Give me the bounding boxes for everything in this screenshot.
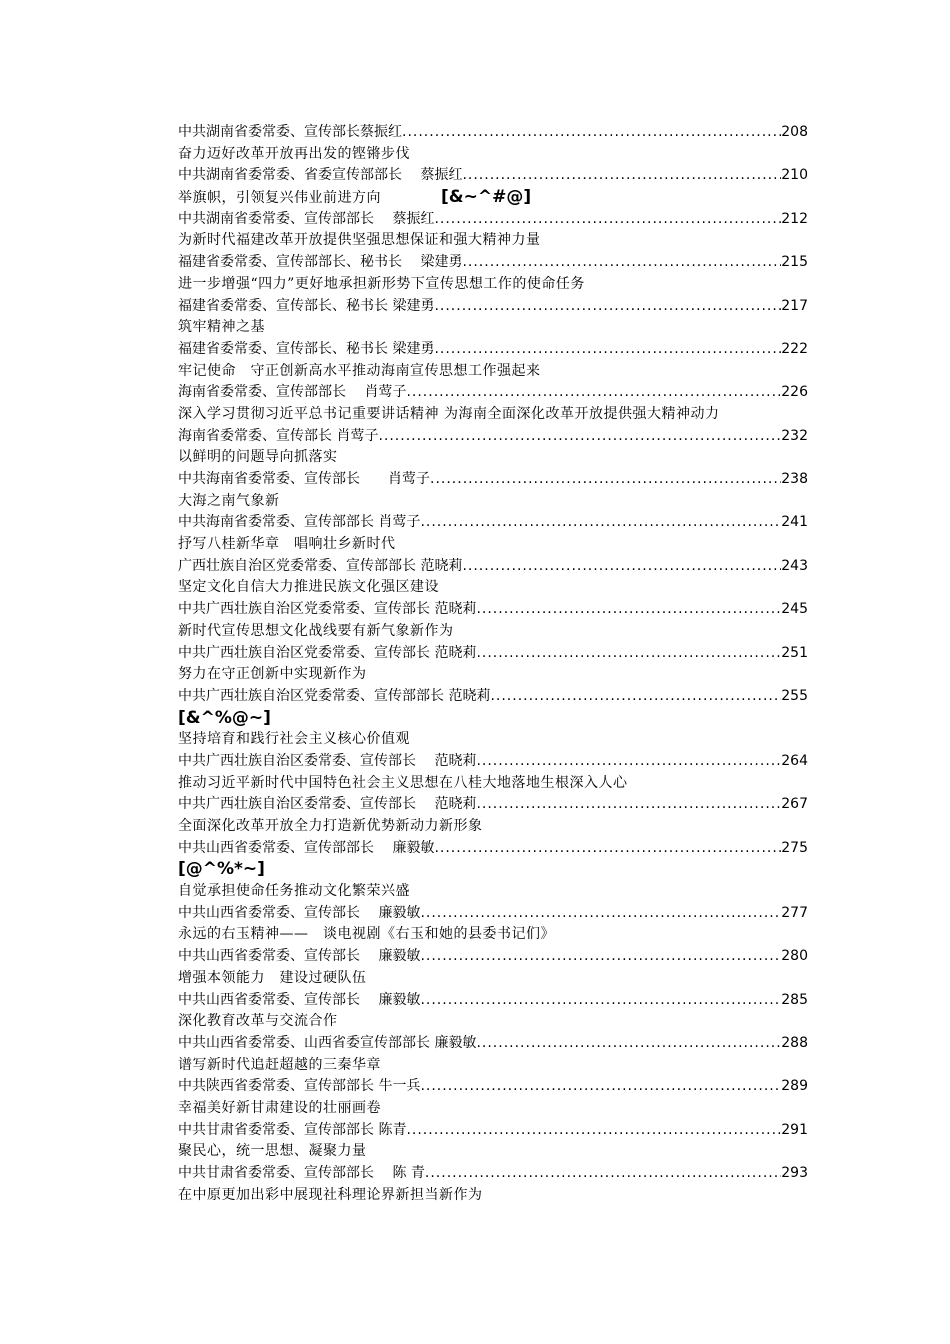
toc-article-title bbox=[178, 317, 808, 339]
dot-leader bbox=[476, 643, 781, 665]
toc-article-title-text: 永远的右玉精神—— 谈电视剧《右玉和她的县委书记们》 bbox=[178, 926, 555, 943]
toc-entry[interactable] bbox=[178, 382, 808, 404]
toc-entry[interactable] bbox=[178, 512, 808, 534]
toc-entry[interactable] bbox=[178, 469, 808, 491]
toc-article-title bbox=[178, 1055, 808, 1077]
toc-article-title-text: 全面深化改革开放全力打造新优势新动力新形象 bbox=[178, 818, 483, 834]
toc-article-title-text: 进一步增强“四力”更好地承担新形势下宣传思想工作的使命任务 bbox=[178, 275, 585, 292]
toc-article-title bbox=[178, 1141, 808, 1163]
toc-article-title-text: 为新时代福建改革开放提供坚强思想保证和强大精神力量 bbox=[178, 232, 541, 249]
toc-article-title-text: 坚定文化自信大力推进民族文化强区建设 bbox=[178, 579, 439, 596]
toc-entry[interactable] bbox=[178, 296, 808, 318]
toc-page-number: 285 bbox=[781, 991, 808, 1008]
toc-page-number: 217 bbox=[781, 297, 808, 314]
dot-leader bbox=[434, 838, 781, 860]
dot-leader bbox=[462, 556, 781, 578]
toc-entry-author: 福建省委常委、宣传部长、秘书长 梁建勇 bbox=[178, 297, 435, 314]
toc-entry-author: 中共广西壮族自治区党委常委、宣传部部长 范晓莉 bbox=[178, 687, 491, 704]
toc-entry[interactable] bbox=[178, 556, 808, 578]
toc-entry[interactable] bbox=[178, 946, 808, 968]
toc-page-number: 251 bbox=[781, 644, 808, 661]
toc-page-number: 277 bbox=[781, 904, 808, 921]
toc-page-number: 215 bbox=[781, 254, 808, 271]
toc-article-title bbox=[178, 621, 808, 643]
dot-leader bbox=[434, 339, 781, 361]
toc-entry-author: 海南省委常委、宣传部长 肖莺子 bbox=[178, 427, 379, 444]
toc-article-title-text: 坚持培育和践行社会主义核心价值观 bbox=[178, 731, 410, 748]
toc-page-number: 222 bbox=[781, 340, 808, 357]
toc-article-title bbox=[178, 773, 808, 795]
toc-entry-author: 中共山西省委常委、宣传部部长 廉毅敏 bbox=[178, 839, 435, 856]
dot-leader bbox=[406, 1120, 781, 1142]
toc-article-title-text: 幸福美好新甘肃建设的壮丽画卷 bbox=[178, 1099, 381, 1116]
toc-page-number: 289 bbox=[781, 1078, 808, 1095]
toc-entry-author: 中共山西省委常委、宣传部长 廉毅敏 bbox=[178, 948, 421, 965]
toc-entry-author: 中共广西壮族自治区委常委、宣传部长 范晓莉 bbox=[178, 796, 477, 813]
watermark-marker: [&~^#@] bbox=[441, 187, 532, 208]
toc-article-title bbox=[178, 274, 808, 296]
toc-article-title-text: 筑牢精神之基 bbox=[178, 319, 265, 336]
toc-entry-author: 中共陕西省委常委、宣传部部长 牛一兵 bbox=[178, 1078, 421, 1095]
toc-entry-author: 福建省委常委、宣传部长、秘书长 梁建勇 bbox=[178, 340, 435, 357]
toc-entry[interactable] bbox=[178, 1076, 808, 1098]
toc-article-title bbox=[178, 534, 808, 556]
toc-article-title-text: 抒写八桂新华章 唱响壮乡新时代 bbox=[178, 536, 396, 553]
toc-entry[interactable] bbox=[178, 1163, 808, 1185]
watermark-marker: [@^%*~] bbox=[178, 859, 265, 880]
dot-leader bbox=[476, 794, 781, 816]
toc-article-title-text: 增强本领能力 建设过硬队伍 bbox=[178, 969, 367, 986]
toc-article-title bbox=[178, 664, 808, 686]
toc-page-number: 241 bbox=[781, 514, 808, 531]
toc-article-title-text: 举旗帜，引领复兴伟业前进方向 bbox=[178, 190, 381, 207]
dot-leader bbox=[462, 252, 781, 274]
toc-article-title bbox=[178, 447, 808, 469]
toc-entry-author: 中共山西省委常委、山西省委宣传部部长 廉毅敏 bbox=[178, 1034, 477, 1051]
toc-entry-author: 中共广西壮族自治区党委常委、宣传部长 范晓莉 bbox=[178, 601, 477, 618]
toc-entry-author: 中共湖南省委常委、宣传部长蔡振红 bbox=[178, 124, 402, 140]
toc-article-title bbox=[178, 187, 808, 209]
toc-article-title-text: 努力在守正创新中实现新作为 bbox=[178, 666, 367, 683]
toc-entry-author: 中共广西壮族自治区委常委、宣传部长 范晓莉 bbox=[178, 752, 477, 769]
toc-article-title-text: 在中原更加出彩中展现社科理论界新担当新作为 bbox=[178, 1186, 483, 1203]
table-of-contents bbox=[178, 122, 808, 1206]
toc-article-title bbox=[178, 491, 808, 513]
toc-page-number: 210 bbox=[781, 167, 808, 184]
dot-leader bbox=[420, 903, 781, 925]
toc-article-title bbox=[178, 144, 808, 166]
dot-leader bbox=[434, 296, 781, 318]
toc-entry[interactable] bbox=[178, 165, 808, 187]
toc-page-number: 226 bbox=[781, 384, 808, 401]
toc-entry[interactable] bbox=[178, 838, 808, 860]
dot-leader bbox=[476, 751, 781, 773]
toc-entry-author: 中共广西壮族自治区党委常委、宣传部长 范晓莉 bbox=[178, 644, 477, 661]
toc-entry[interactable] bbox=[178, 426, 808, 448]
toc-article-title-text: 深入学习贯彻习近平总书记重要讲话精神 为海南全面深化改革开放提供强大精神动力 bbox=[178, 405, 720, 422]
toc-entry-author: 中共山西省委常委、宣传部长 廉毅敏 bbox=[178, 991, 421, 1008]
toc-page-number: 280 bbox=[781, 948, 808, 965]
dot-leader bbox=[425, 1163, 781, 1185]
toc-entry[interactable] bbox=[178, 1033, 808, 1055]
toc-article-title bbox=[178, 577, 808, 599]
watermark-marker: [&^%@~] bbox=[178, 707, 271, 728]
toc-article-title-text: 以鲜明的问题导向抓落实 bbox=[178, 449, 338, 466]
toc-article-title bbox=[178, 1098, 808, 1120]
toc-page-number: 293 bbox=[781, 1165, 808, 1181]
toc-page-number: 208 bbox=[781, 124, 808, 140]
dot-leader bbox=[402, 122, 781, 144]
toc-article-title-text: 奋力迈好改革开放再出发的铿锵步伐 bbox=[178, 145, 410, 162]
toc-article-title-text: 新时代宣传思想文化战线要有新气象新作为 bbox=[178, 622, 454, 639]
toc-article-title bbox=[178, 230, 808, 252]
toc-entry[interactable] bbox=[178, 122, 808, 144]
toc-entry-author: 中共湖南省委常委、省委宣传部部长 蔡振红 bbox=[178, 167, 463, 184]
toc-article-title bbox=[178, 968, 808, 990]
toc-page-number: 291 bbox=[781, 1121, 808, 1138]
toc-page-number: 212 bbox=[781, 210, 808, 227]
dot-leader bbox=[476, 1033, 781, 1055]
toc-page-number: 264 bbox=[781, 752, 808, 769]
dot-leader bbox=[490, 686, 781, 708]
toc-article-title bbox=[178, 816, 808, 838]
toc-entry-author: 中共湖南省委常委、宣传部部长 蔡振红 bbox=[178, 210, 435, 227]
toc-entry[interactable] bbox=[178, 643, 808, 665]
dot-leader bbox=[406, 382, 781, 404]
dot-leader bbox=[378, 426, 781, 448]
toc-article-title-text: 深化教育改革与交流合作 bbox=[178, 1013, 338, 1030]
toc-article-title bbox=[178, 361, 808, 383]
toc-page-number: 288 bbox=[781, 1034, 808, 1051]
toc-entry-author: 中共甘肃省委常委、宣传部部长 陈青 bbox=[178, 1121, 407, 1138]
toc-page-number: 238 bbox=[781, 471, 808, 487]
toc-entry[interactable] bbox=[178, 339, 808, 361]
toc-page-number: 267 bbox=[781, 796, 808, 813]
dot-leader bbox=[434, 209, 781, 231]
dot-leader bbox=[462, 165, 781, 187]
toc-article-title-text: 牢记使命 守正创新高水平推动海南宣传思想工作强起来 bbox=[178, 362, 541, 379]
toc-entry-author: 中共海南省委常委、宣传部长 肖莺子 bbox=[178, 471, 430, 487]
toc-entry-author: 中共甘肃省委常委、宣传部部长 陈 青 bbox=[178, 1165, 425, 1181]
toc-article-title bbox=[178, 924, 808, 946]
toc-article-title-text: 大海之南气象新 bbox=[178, 492, 280, 509]
dot-leader bbox=[476, 599, 781, 621]
toc-entry[interactable] bbox=[178, 209, 808, 231]
toc-entry[interactable] bbox=[178, 794, 808, 816]
toc-article-title bbox=[178, 881, 808, 903]
toc-entry[interactable] bbox=[178, 903, 808, 925]
toc-article-title bbox=[178, 1011, 808, 1033]
toc-entry[interactable] bbox=[178, 751, 808, 773]
toc-article-title bbox=[178, 1185, 808, 1207]
toc-entry[interactable] bbox=[178, 599, 808, 621]
toc-article-title bbox=[178, 729, 808, 751]
toc-entry-author: 福建省委常委、宣传部部长、秘书长 梁建勇 bbox=[178, 254, 463, 271]
dot-leader bbox=[420, 512, 781, 534]
toc-page-number: 232 bbox=[781, 427, 808, 444]
toc-article-title-text: 聚民心，统一思想、凝聚力量 bbox=[178, 1143, 367, 1160]
toc-article-title bbox=[178, 404, 808, 426]
dot-leader bbox=[420, 946, 781, 968]
dot-leader bbox=[430, 469, 781, 491]
toc-page-number: 275 bbox=[781, 839, 808, 856]
toc-article-title-text: 推动习近平新时代中国特色社会主义思想在八桂大地落地生根深入人心 bbox=[178, 774, 628, 791]
toc-entry-author: 中共山西省委常委、宣传部长 廉毅敏 bbox=[178, 904, 421, 921]
toc-entry[interactable] bbox=[178, 686, 808, 708]
toc-entry[interactable] bbox=[178, 252, 808, 274]
toc-article-title-text: 谱写新时代追赶超越的三秦华章 bbox=[178, 1056, 381, 1073]
dot-leader bbox=[420, 990, 781, 1012]
toc-page-number: 245 bbox=[781, 601, 808, 618]
toc-entry-author: 海南省委常委、宣传部部长 肖莺子 bbox=[178, 384, 407, 401]
toc-article-title-text: 自觉承担使命任务推动文化繁荣兴盛 bbox=[178, 883, 410, 900]
toc-page-number: 243 bbox=[781, 557, 808, 574]
dot-leader bbox=[420, 1076, 781, 1098]
toc-entry-author: 中共海南省委常委、宣传部部长 肖莺子 bbox=[178, 514, 421, 531]
toc-entry-author: 广西壮族自治区党委常委、宣传部部长 范晓莉 bbox=[178, 557, 463, 574]
toc-page-number: 255 bbox=[781, 687, 808, 704]
toc-entry[interactable] bbox=[178, 990, 808, 1012]
toc-entry[interactable] bbox=[178, 1120, 808, 1142]
